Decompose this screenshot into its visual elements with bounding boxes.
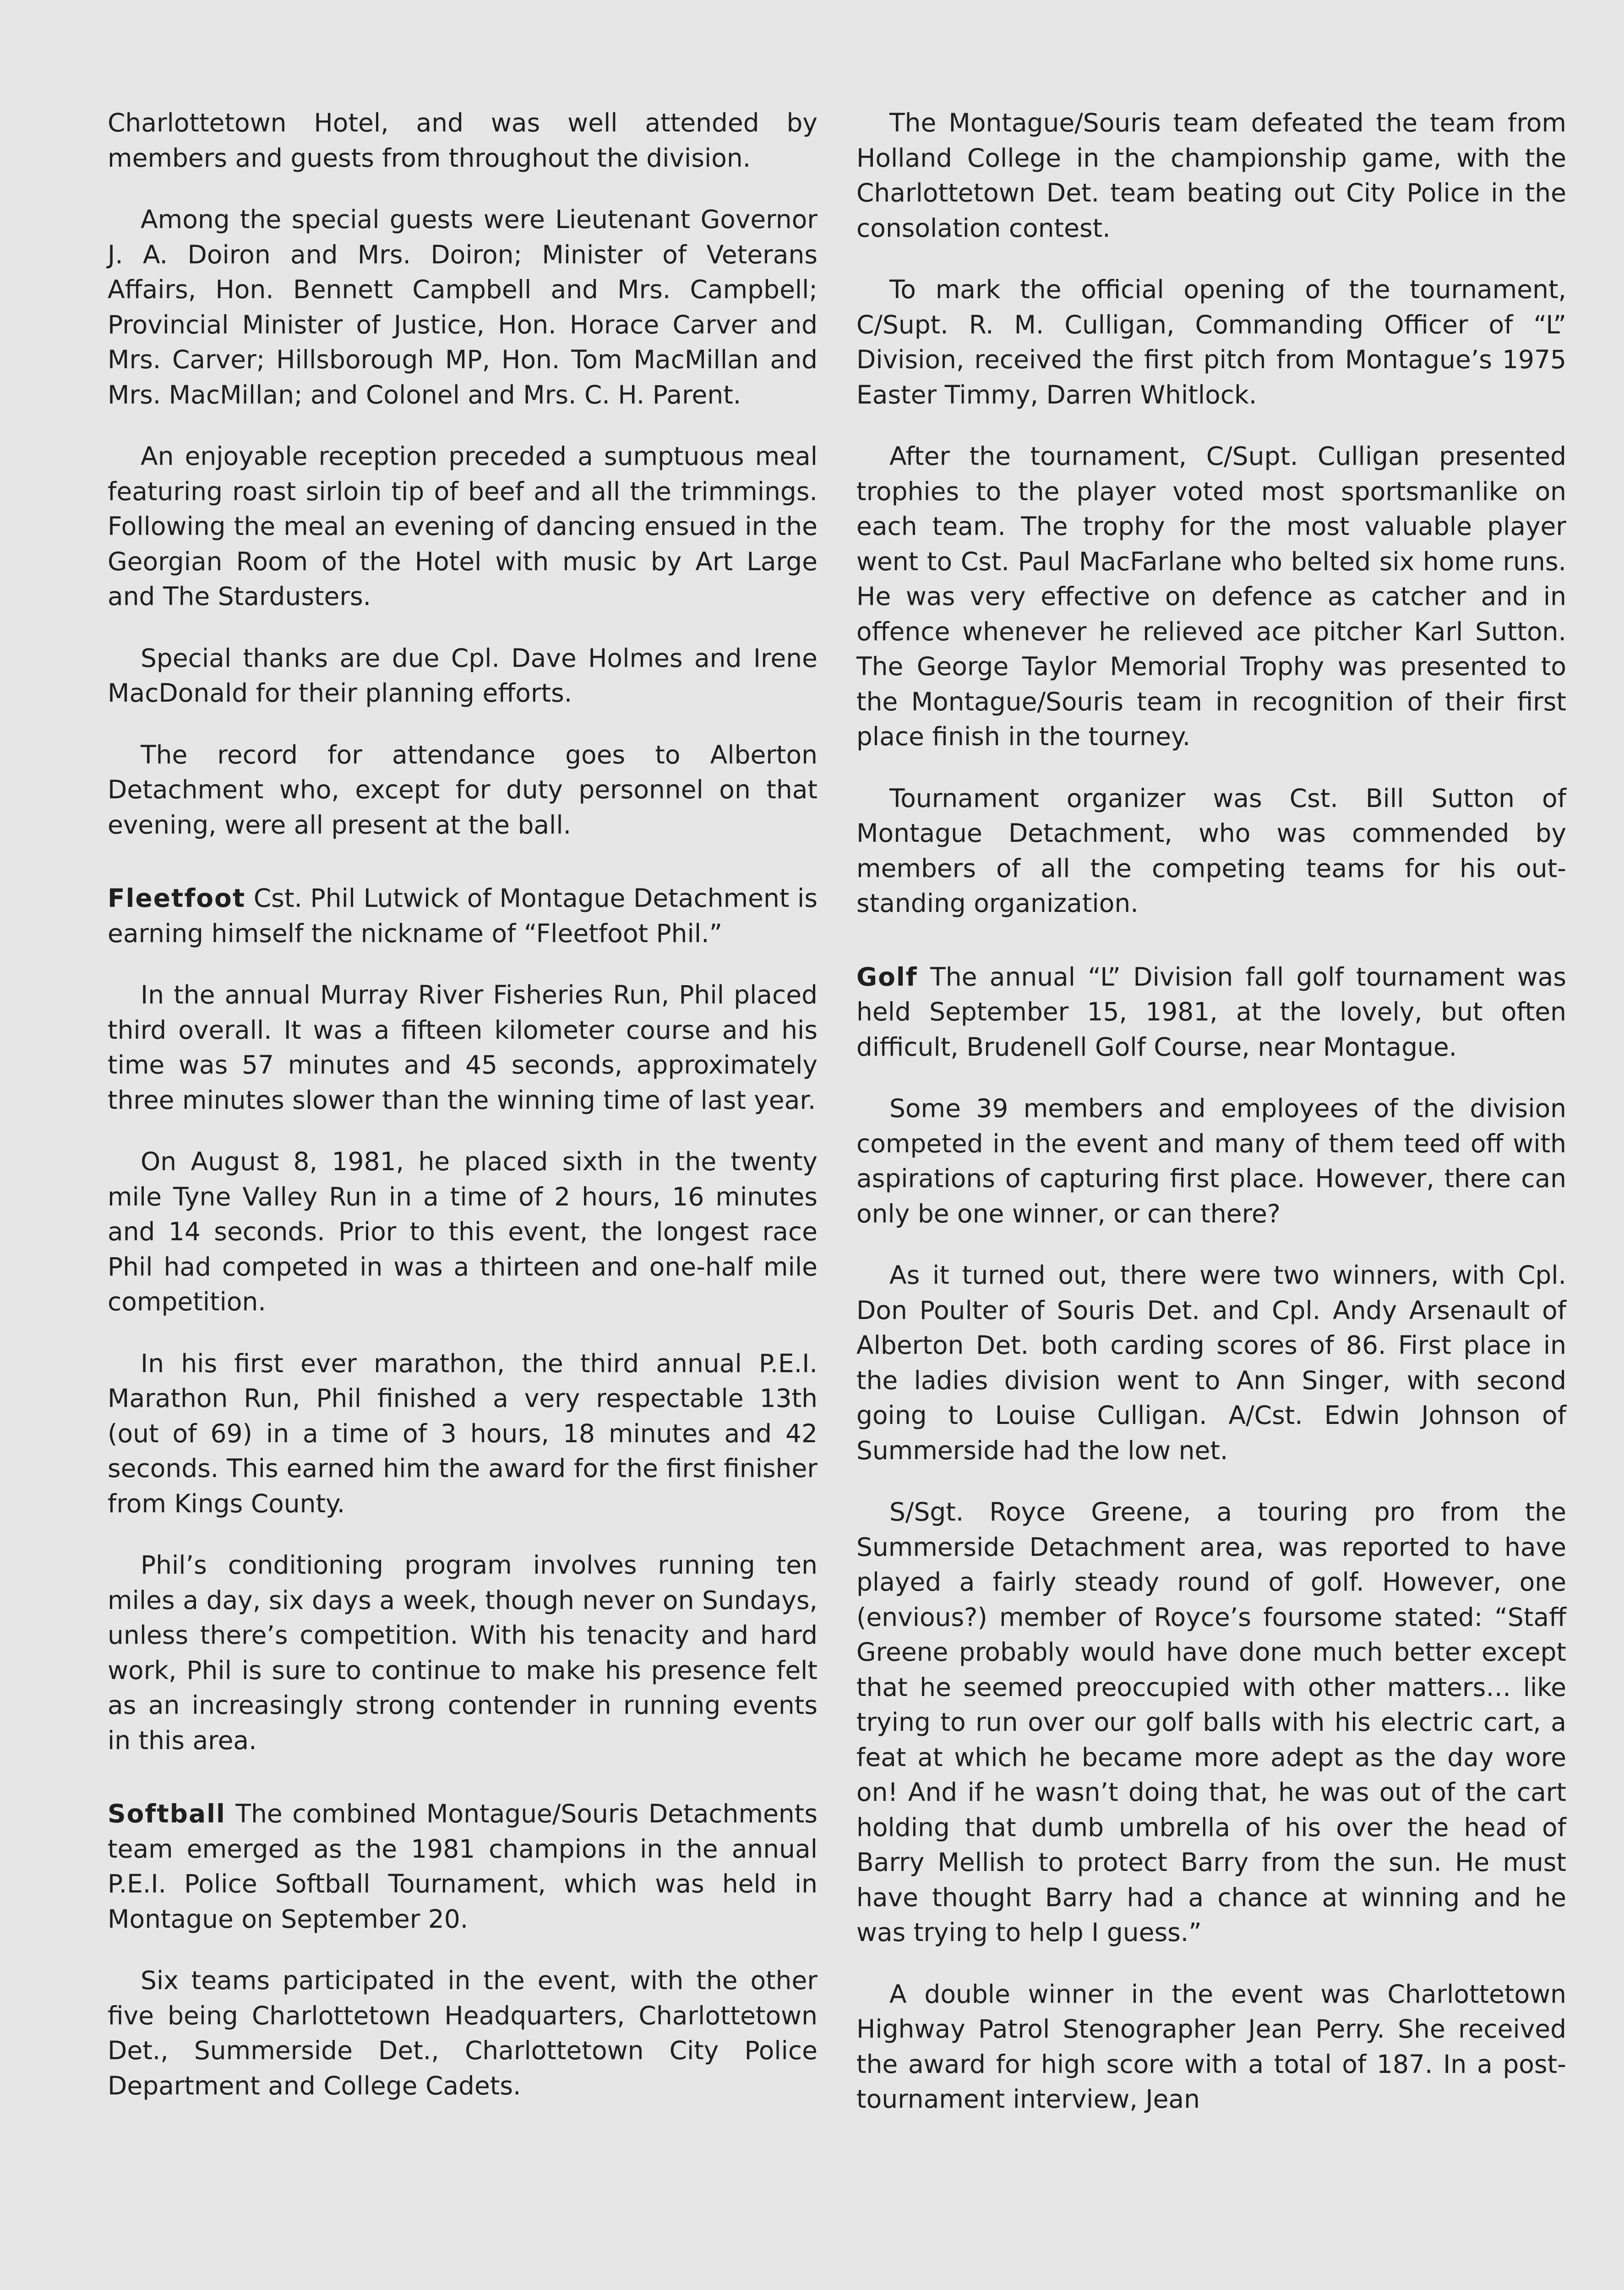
golf-paragraph-5: A double winner in the event was Charlottetown Highway Patrol Stenographer Jean Perry. She received the award for high score with a total of 187. In a post-tournament interview, Jean	[856, 1979, 1566, 2114]
softball-paragraph-4: To mark the official opening of the tournament, C/Supt. R. M. Culligan, Commanding Officer of “L” Division, received the first pitch from Montague’s 1975 Easter Timmy, Darren Whitlock.	[856, 275, 1566, 409]
left-column	[108, 105, 817, 2130]
fleetfoot-intro-text: Cst. Phil Lutwick of Montague Detachment is earning himself the nickname of “Fleetfoot Phil.”	[108, 883, 817, 948]
golf-paragraph-4: S/Sgt. Royce Greene, a touring pro from the Summerside Detachment area, was reported to have played a fairly steady round of golf. However, one (envious?) member of Royce’s foursome stated: “Staff Greene probably would have done much better except that he seemed preoccupied with other matters… like trying to run over our golf balls with his electric cart, a feat at which he became more adept as the day wore on! And if he wasn’t doing that, he was out of the cart holding that dumb umbrella of his over the head of Barry Mellish to protect Barry from the sun. He must have thought Barry had a chance at winning and he was trying to help I guess.”	[856, 1497, 1566, 1947]
softball-intro-text: The combined Montague/Souris Detachments team emerged as the 1981 champions in the annual P.E.I. Police Softball Tournament, which was held in Montague on September 20.	[108, 1799, 817, 1934]
softball-paragraph-6: Tournament organizer was Cst. Bill Sutton of Montague Detachment, who was commended by members of all the competing teams for his outstanding organization.	[856, 783, 1566, 918]
fleetfoot-paragraph-4: In his first ever marathon, the third annual P.E.I. Marathon Run, Phil finished a very respectable 13th (out of 69) in a time of 3 hours, 18 minutes and 42 seconds. This earned him the award for the first finisher from Kings County.	[108, 1348, 817, 1518]
softball-heading: Softball	[108, 1799, 226, 1828]
golf-intro-text: The annual “L” Division fall golf tournament was held September 15, 1981, at the lovely, but often difficult, Brudenell Golf Course, near Montague.	[856, 962, 1567, 1062]
special-guests-paragraph: Among the special guests were Lieutenant Governor J. A. Doiron and Mrs. Doiron; Minister of Veterans Affairs, Hon. Bennett Campbell and Mrs. Campbell; Provincial Minister of Justice, Hon. Horace Carver and Mrs. Carver; Hillsborough MP, Hon. Tom MacMillan and Mrs. MacMillan; and Colonel and Mrs. C. H. Parent.	[108, 205, 817, 409]
softball-paragraph-5: After the tournament, C/Supt. Culligan presented trophies to the player voted most sportsmanlike on each team. The trophy for the most valuable player went to Cst. Paul MacFarlane who belted six home runs. He was very effective on defence as catcher and in offence whenever he relieved ace pitcher Karl Sutton. The George Taylor Memorial Trophy was presented to the Montague/Souris team in recognition of their first place finish in the tourney.	[856, 442, 1566, 751]
right-column	[856, 105, 1566, 2143]
softball-paragraph-2: Six teams participated in the event, with the other five being Charlottetown Headquarters, Charlottetown Det., Summerside Det., Charlottetown City Police Department and College Cadets.	[108, 1966, 817, 2100]
golf-paragraph-2: Some 39 members and employees of the division competed in the event and many of them teed off with aspirations of capturing first place. However, there can only be one winner, or can there?	[856, 1094, 1566, 1228]
softball-intro-paragraph	[108, 1796, 817, 1936]
fleetfoot-paragraph-5: Phil’s conditioning program involves running ten miles a day, six days a week, though never on Sundays, unless there’s competition. With his tenacity and hard work, Phil is sure to continue to make his presence felt as an increasingly strong contender in running events in this area.	[108, 1550, 817, 1755]
softball-paragraph-3: The Montague/Souris team defeated the team from Holland College in the championship game, with the Charlottetown Det. team beating out City Police in the consolation contest.	[856, 108, 1566, 243]
fleetfoot-paragraph-3: On August 8, 1981, he placed sixth in the twenty mile Tyne Valley Run in a time of 2 hours, 16 minutes and 14 seconds. Prior to this event, the longest race Phil had competed in was a thirteen and one-half mile competition.	[108, 1147, 817, 1316]
reception-paragraph: An enjoyable reception preceded a sumptuous meal featuring roast sirloin tip of beef and all the trimmings. Following the meal an evening of dancing ensued in the Georgian Room of the Hotel with music by Art Large and The Stardusters.	[108, 442, 817, 611]
ball-report-paragraph-1: Charlottetown Hotel, and was well attended by members and guests from throughout the division.	[108, 108, 817, 173]
thanks-paragraph: Special thanks are due Cpl. Dave Holmes and Irene MacDonald for their planning efforts.	[108, 643, 817, 708]
golf-intro-paragraph	[856, 960, 1566, 1065]
golf-heading: Golf	[856, 962, 918, 992]
fleetfoot-heading: Fleetfoot	[108, 883, 246, 913]
attendance-paragraph: The record for attendance goes to Alberton Detachment who, except for duty personnel on that evening, were all present at the ball.	[108, 740, 817, 840]
fleetfoot-intro-paragraph	[108, 881, 817, 951]
golf-paragraph-3: As it turned out, there were two winners, with Cpl. Don Poulter of Souris Det. and Cpl. Andy Arsenault of Alberton Det. both carding scores of 86. First place in the ladies division went to Ann Singer, with second going to Louise Culligan. A/Cst. Edwin Johnson of Summerside had the low net.	[856, 1260, 1566, 1465]
fleetfoot-paragraph-2: In the annual Murray River Fisheries Run, Phil placed third overall. It was a fifteen kilometer course and his time was 57 minutes and 45 seconds, approximately three minutes slower than the winning time of last year.	[108, 980, 817, 1115]
